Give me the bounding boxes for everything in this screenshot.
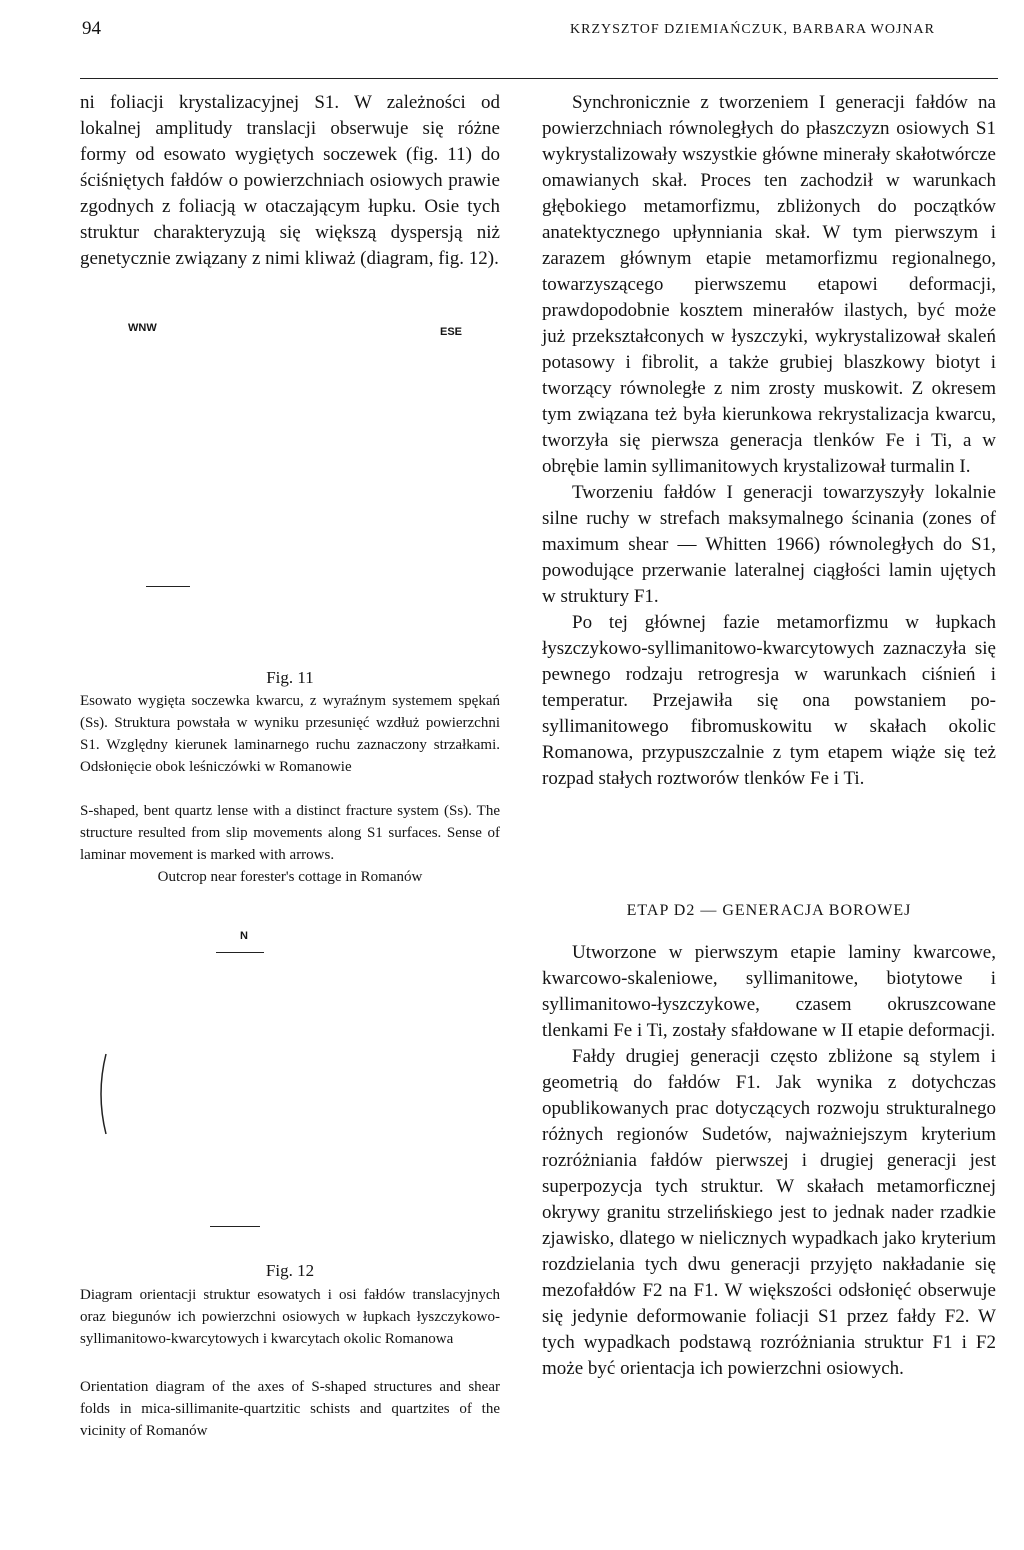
- right-paragraph-2: Tworzeniu fałdów I generacji towarzyszyły lokalnie silne ruchy w strefach maksymalnego ścinania (zones of maximum shear — Whitten 1966) równoległych do S1, powodujące przerwanie lateralnej ciągłości lamin ujętych w struktury F1.: [542, 482, 996, 607]
- left-paragraph-1: ni foliacji krystalizacyjnej S1. W zależności od lokalnej amplitudy translacji obserwuje się różne formy od esowato wygiętych soczewek (fig. 11) do ściśniętych fałdów o powierzchniach osiowych prawie zgodnych z foliacją w otaczającym łupku. Osie tych struktur charakteryzują się większą dyspersją niż genetycznie związany z nimi kliważ (diagram, fig. 12).: [80, 92, 500, 269]
- fig12-caption-en: Orientation diagram of the axes of S-shaped structures and shear folds in mica-sillimanite-quartzitic schists and quartzites of the vicinity of Romanów: [80, 1379, 500, 1439]
- fig12-circle-arc: [90, 1052, 110, 1136]
- right-paragraph-3: Po tej głównej fazie metamorfizmu w łupkach łyszczykowo-syllimanitowo-kwarcytowych zaznaczyła się pewnego rodzaju retrogresja w warunkach ciśnień i temperatur. Przejawiła się ona powstaniem po-syllimanitowego fibromuskowitu w skałach okolic Romanowa, przypuszczalnie z tym etapem wiąże się też rozpad stałych roztworów tlenków Fe i Ti.: [542, 612, 996, 789]
- fig12-label: Fig. 12: [265, 1261, 315, 1280]
- fig12-bottom-line: [210, 1226, 260, 1227]
- fig11-label: Fig. 11: [266, 668, 314, 687]
- fig12-north-line: [216, 952, 264, 953]
- fig11-scale-line: [146, 586, 190, 587]
- fig11-caption-pl: Esowato wygięta soczewka kwarcu, z wyraźnym systemem spękań (Ss). Struktura powstała w wyniku przesunięć wzdłuż powierzchni S1. Względny kierunek laminarnego ruchu zaznaczony strzałkami. Odsłonięcie obok leśniczówki w Romanowie: [80, 693, 500, 775]
- section-heading: ETAP D2 — GENERACJA BOROWEJ: [626, 902, 912, 919]
- fig12-north-label: N: [240, 930, 248, 942]
- fig11-label-wnw: WNW: [128, 322, 157, 334]
- right-column-lower: [542, 940, 996, 1382]
- fig11-caption-en: S-shaped, bent quartz lense with a distinct fracture system (Ss). The structure resulted from slip movements along S1 surfaces. Sense of laminar movement is marked with arrows.: [80, 803, 500, 863]
- right-paragraph-5: Fałdy drugiej generacji często zbliżone są stylem i geometrią do fałdów F1. Jak wynika z dotychczas opublikowanych prac dotyczących rozwoju strukturalnego różnych regionów Sudetów, najważniejszym kryterium rozróżniania fałdów pierwszej i drugiej generacji jest superpozycja tych struktur. W skałach metamorficznej okrywy granitu strzelińskiego jest to jednak nader rzadkie zjawisko, dlatego w nielicznych wypadkach jako kryterium rozdzielania tych dwu generacji przyjęto nakładanie się mezofałdów F2 na F1. W większości odsłonięć obserwuje się jedynie deformowanie foliacji S1 przez fałdy F2. W tych wypadkach podstawą rozróżniania struktur F1 i F2 może być orientacja ich powierzchni osiowych.: [542, 1046, 996, 1379]
- left-column: [80, 90, 500, 272]
- running-head: KRZYSZTOF DZIEMIAŃCZUK, BARBARA WOJNAR: [570, 22, 935, 37]
- fig12-arc-path: [101, 1054, 106, 1134]
- right-paragraph-4: Utworzone w pierwszym etapie laminy kwarcowe, kwarcowo-skaleniowe, syllimanitowe, biotytowe i syllimanitowo-łyszczykowe, czasem okruszcowane tlenkami Fe i Ti, zostały sfałdowane w II etapie deformacji.: [542, 942, 996, 1041]
- right-column: [542, 90, 996, 792]
- page-number: 94: [82, 18, 101, 39]
- right-paragraph-1: Synchronicznie z tworzeniem I generacji fałdów na powierzchniach równoległych do płaszczyzn osiowych S1 wykrystalizowały wszystkie główne minerały skałotwórcze omawianych skał. Proces ten zachodził w warunkach głębokiego metamorfizmu, zbliżonych do początków anatektycznego upłynniania skał. W tym pierwszym i zarazem głównym etapie metamorfizmu regionalnego, towarzyszącego pierwszemu etapowi deformacji, prawdopodobnie kosztem minerałów ilastych, być może już przekształconych w łyszczyki, wykrystalizował skaleń potasowy i fibrolit, a także grubiej blaszkowy biotyt i tworzący równoległe z nim zrosty muskowit. Z okresem tym związana też była kierunkowa rekrystalizacja kwarcu, tworzyła się pierwsza generacja tlenków Fe i Ti, a w obrębie lamin syllimanitowych krystalizował turmalin I.: [542, 92, 996, 477]
- header-rule: [80, 78, 998, 79]
- fig11-caption-en-outcrop: Outcrop near forester's cottage in Romanów: [157, 869, 423, 885]
- fig11-label-ese: ESE: [440, 326, 463, 338]
- fig12-caption-pl: Diagram orientacji struktur esowatych i osi fałdów translacyjnych oraz biegunów ich powierzchni osiowych w łupkach łyszczykowo-syllimanitowo-kwarcytowych i kwarcytach okolic Romanowa: [80, 1287, 500, 1347]
